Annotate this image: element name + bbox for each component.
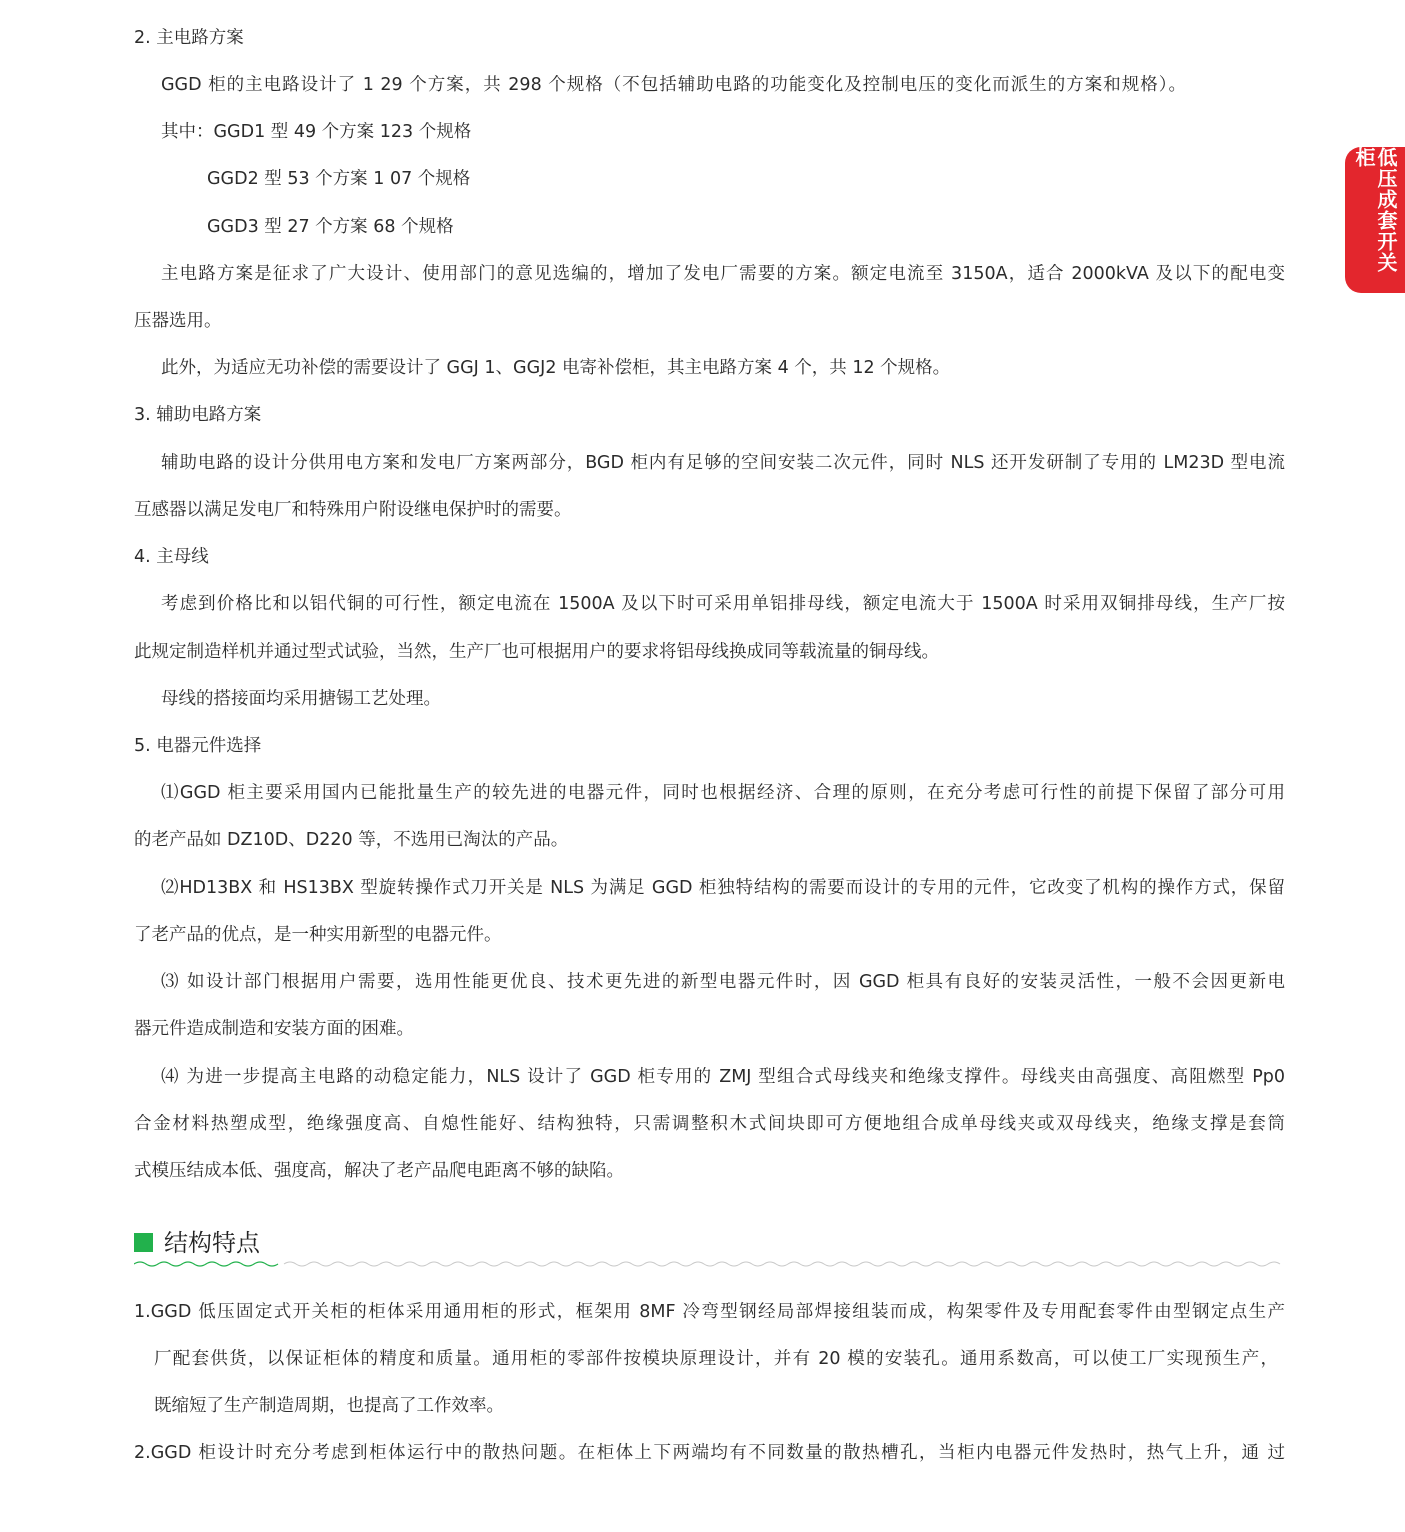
heading-main-circuit: 2. 主电路方案 [134, 28, 244, 48]
paragraph-line: 其中：GGD1 型 49 个方案 123 个规格 [161, 122, 472, 142]
section-title: 结构特点 [164, 1229, 260, 1257]
paragraph-line: 器元件造成制造和安装方面的困难。 [134, 1019, 414, 1039]
chapter-side-tab [1345, 147, 1405, 293]
paragraph-line: GGD3 型 27 个方案 68 个规格 [207, 217, 454, 237]
paragraph-line: 厂配套供货，以保证柜体的精度和质量。通用柜的零部件按模块原理设计，并有 20 模的安装孔。通用系数高，可以使工厂实现预生产， [154, 1349, 1278, 1369]
paragraph-line: 压器选用。 [134, 311, 222, 331]
paragraph-line: 的老产品如 DZ10D、D220 等，不选用已淘汰的产品。 [134, 830, 569, 850]
section-marker-square [134, 1233, 153, 1252]
paragraph-line: ⑴GGD 柜主要采用国内已能批量生产的较先进的电器元件，同时也根据经济、合理的原则，在充分考虑可行性的前提下保留了部分可用 [161, 783, 1285, 803]
paragraph-line: ⑶ 如设计部门根据用户需要，选用性能更优良、技术更先进的新型电器元件时，因 GGD 柜具有良好的安装灵活性，一般不会因更新电 [161, 972, 1285, 992]
paragraph-line: ⑵HD13BX 和 HS13BX 型旋转操作式刀开关是 NLS 为满足 GGD 柜独特结构的需要而设计的专用的元件，它改变了机构的操作方式，保留 [161, 878, 1285, 898]
heading-main-busbar: 4. 主母线 [134, 547, 209, 567]
paragraph-line: 辅助电路的设计分供用电方案和发电厂方案两部分，BGD 柜内有足够的空间安装二次元件，同时 NLS 还开发研制了专用的 LM23D 型电流 [161, 453, 1285, 473]
paragraph-line: GGD 柜的主电路设计了 1 29 个方案，共 298 个规格（不包括辅助电路的功能变化及控制电压的变化而派生的方案和规格）。 [161, 75, 1186, 95]
paragraph-line: 互感器以满足发电厂和特殊用户附设继电保护时的需要。 [134, 500, 572, 520]
paragraph-line: 式模压结成本低、强度高，解决了老产品爬电距离不够的缺陷。 [134, 1161, 624, 1181]
paragraph-line: 2.GGD 柜设计时充分考虑到柜体运行中的散热问题。在柜体上下两端均有不同数量的散热槽孔，当柜内电器元件发热时，热气上升，通 过 [134, 1443, 1285, 1463]
paragraph-line: 考虑到价格比和以铝代铜的可行性，额定电流在 1500A 及以下时可采用单铝排母线，额定电流大于 1500A 时采用双铜排母线，生产厂按 [161, 594, 1285, 614]
paragraph-line: 母线的搭接面均采用搪锡工艺处理。 [161, 689, 441, 709]
chapter-side-tab-label: 低压成套开关柜 [1352, 147, 1398, 273]
paragraph-line: 主电路方案是征求了广大设计、使用部门的意见选编的，增加了发电厂需要的方案。额定电流至 3150A，适合 2000kVA 及以下的配电变 [161, 264, 1285, 284]
heading-aux-circuit: 3. 辅助电路方案 [134, 405, 262, 425]
paragraph-line: GGD2 型 53 个方案 1 07 个规格 [207, 169, 471, 189]
section-divider [134, 1259, 1286, 1269]
paragraph-line: 既缩短了生产制造周期，也提高了工作效率。 [154, 1396, 504, 1416]
heading-components: 5. 电器元件选择 [134, 736, 262, 756]
paragraph-line: 合金材料热塑成型，绝缘强度高、自熄性能好、结构独特，只需调整积木式间块即可方便地组合成单母线夹或双母线夹，绝缘支撑是套筒 [134, 1114, 1285, 1134]
paragraph-line: 了老产品的优点，是一种实用新型的电器元件。 [134, 925, 502, 945]
paragraph-line: 1.GGD 低压固定式开关柜的柜体采用通用柜的形式，框架用 8MF 冷弯型钢经局部焊接组装而成，构架零件及专用配套零件由型钢定点生产 [134, 1302, 1285, 1322]
paragraph-line: ⑷ 为进一步提高主电路的动稳定能力，NLS 设计了 GGD 柜专用的 ZMJ 型组合式母线夹和绝缘支撑件。母线夹由高强度、高阻燃型 Pp0 [161, 1067, 1285, 1087]
paragraph-line: 此规定制造样机并通过型式试验，当然，生产厂也可根据用户的要求将铝母线换成同等载流量的铜母线。 [134, 642, 939, 662]
paragraph-line: 此外，为适应无功补偿的需要设计了 GGJ 1、GGJ2 电寄补偿柜，其主电路方案 4 个，共 12 个规格。 [161, 358, 951, 378]
